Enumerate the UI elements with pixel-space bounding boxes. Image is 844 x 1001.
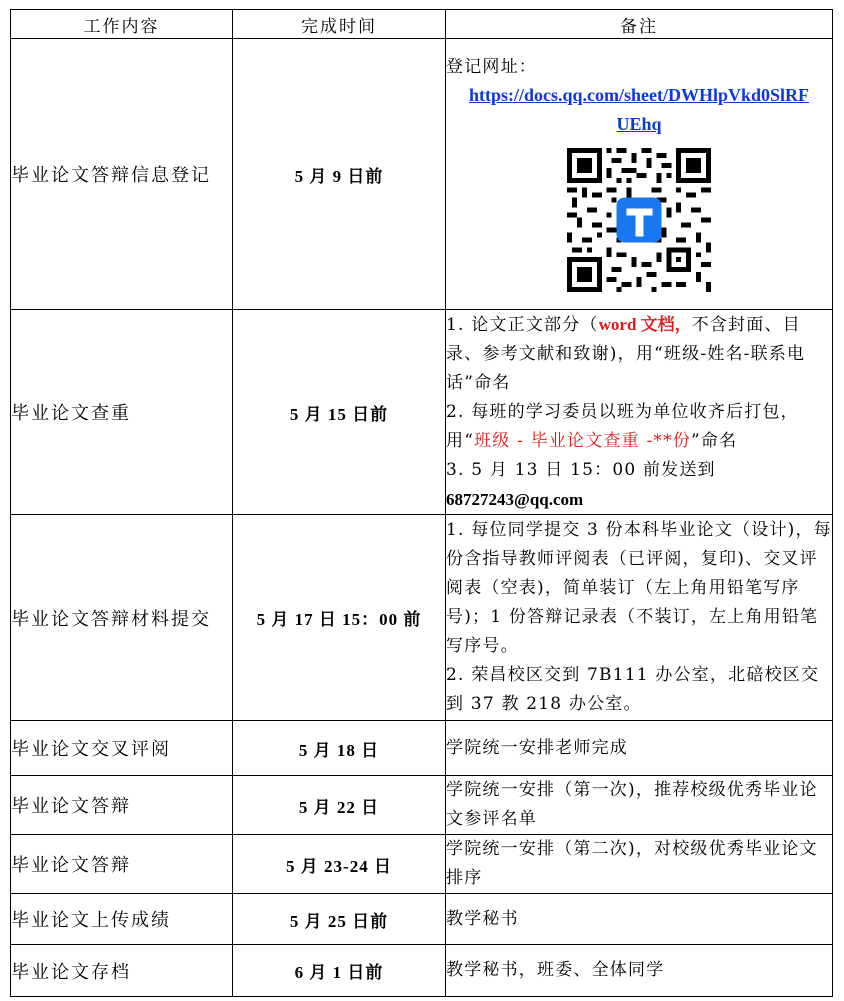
task-cell: 毕业论文答辩 — [11, 776, 233, 835]
header-task: 工作内容 — [11, 10, 233, 39]
time-cell: 6 月 1 日前 — [233, 945, 446, 997]
table-row — [11, 721, 833, 776]
note-text: 1. 论文正文部分（ — [446, 315, 599, 335]
time-cell: 5 月 17 日 15：00 前 — [233, 515, 446, 721]
time-cell: 5 月 23-24 日 — [233, 835, 446, 894]
time-cell: 5 月 25 日前 — [233, 894, 446, 945]
table-row — [11, 39, 833, 310]
note-text: 2. 每班的学习委员以班为单位收齐后打包，用“ — [446, 402, 799, 451]
task-cell: 毕业论文上传成绩 — [11, 894, 233, 945]
register-link-cont[interactable]: UEhq — [616, 113, 662, 134]
note-line — [446, 310, 832, 398]
task-cell: 毕业论文存档 — [11, 945, 233, 997]
header-time: 完成时间 — [233, 10, 446, 39]
note-cell: 教学秘书，班委、全体同学 — [446, 945, 833, 997]
table-row — [11, 894, 833, 945]
note-highlight: word 文档， — [598, 315, 692, 334]
note-line: 1. 每位同学提交 3 份本科毕业论文（设计)，每份含指导教师评阅表（已评阅，复印)、交叉评阅表（空表)，简单装订（左上角用铅笔写序号)；1 份答辩记录表（不装订，左上角用铅笔写序号。 — [446, 520, 832, 656]
time-cell: 5 月 9 日前 — [233, 39, 446, 310]
time-cell: 5 月 15 日前 — [233, 310, 446, 515]
table-row — [11, 945, 833, 997]
header-note: 备注 — [446, 10, 833, 39]
table-row — [11, 776, 833, 835]
note-cell — [446, 310, 833, 515]
note-line: 3. 5 月 13 日 15：00 前发送到 — [446, 460, 716, 480]
schedule-table — [10, 9, 833, 997]
header-row — [11, 10, 833, 39]
table-row — [11, 515, 833, 721]
table-row — [11, 835, 833, 894]
register-link[interactable]: https://docs.qq.com/sheet/DWHlpVkd0SlRF — [468, 84, 810, 105]
note-line: 2. 荣昌校区交到 7B111 办公室，北碚校区交到 37 教 218 办公室。 — [446, 665, 820, 714]
note-cell: 学院统一安排（第一次)，推荐校级优秀毕业论文参评名单 — [446, 776, 833, 835]
task-cell: 毕业论文查重 — [11, 310, 233, 515]
note-cell — [446, 39, 833, 310]
note-cell — [446, 515, 833, 721]
time-cell: 5 月 18 日 — [233, 721, 446, 776]
note-cell: 学院统一安排（第二次)，对校级优秀毕业论文排序 — [446, 835, 833, 894]
task-cell: 毕业论文答辩材料提交 — [11, 515, 233, 721]
task-cell: 毕业论文交叉评阅 — [11, 721, 233, 776]
qr-code-icon[interactable] — [567, 148, 711, 292]
note-text: 不含封面、目录、参考文献和致谢)，用“班级-姓名-联系电话”命名 — [446, 315, 806, 393]
register-label: 登记网址： — [446, 56, 537, 77]
note-text: ”命名 — [691, 431, 738, 451]
note-highlight: 班级 - 毕业论文查重 -**份 — [474, 431, 691, 451]
note-cell: 教学秘书 — [446, 894, 833, 945]
task-cell: 毕业论文答辩 — [11, 835, 233, 894]
task-cell: 毕业论文答辩信息登记 — [11, 39, 233, 310]
email-address: 68727243@qq.com — [446, 490, 584, 509]
time-cell: 5 月 22 日 — [233, 776, 446, 835]
note-line — [446, 398, 832, 456]
note-cell: 学院统一安排老师完成 — [446, 721, 833, 776]
table-row — [11, 310, 833, 515]
